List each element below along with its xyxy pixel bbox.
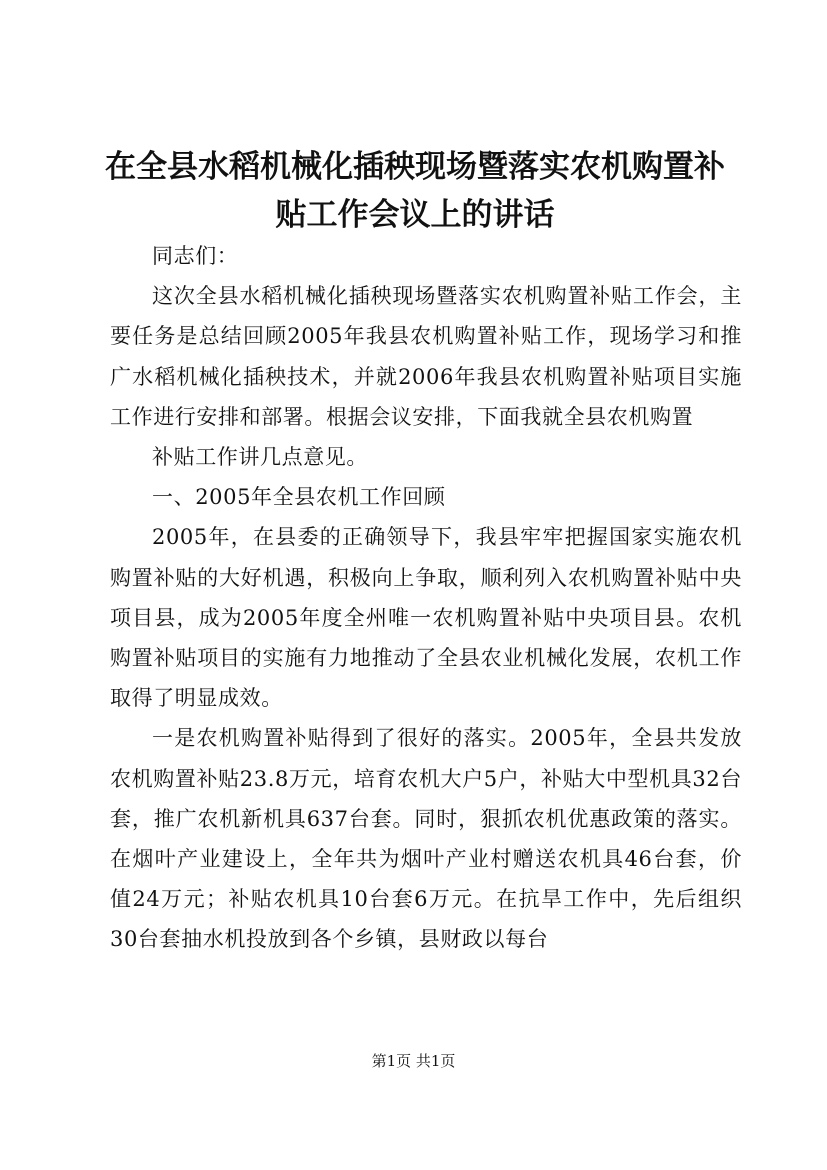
paragraph-review: 2005年，在县委的正确领导下，我县牢牢把握国家实施农机购置补贴的大好机遇，积极向上争取，顺利列入农机购置补贴中央项目县，成为2005年度全州唯一农机购置补贴中央项目县。农机购置补贴项目的实施有力地推动了全县农业机械化发展，农机工作取得了明显成效。: [110, 525, 742, 711]
paragraph-subsidy: 一是农机购置补贴得到了很好的落实。2005年，全县共发放农机购置补贴23.8万元，培育农机大户5户，补贴大中型机具32台套，推广农机新机具637台套。同时，狠抓农机优惠政策的落实。在烟叶产业建设上，全年共为烟叶产业村赠送农机具46台套，价值24万元；补贴农机具10台套6万元。在抗旱工作中，先后组织30台套抽水机投放到各个乡镇，县财政以每台: [110, 726, 742, 952]
page-footer: 第1页 共1页: [371, 1052, 456, 1070]
paragraph-intro: 这次全县水稻机械化插秧现场暨落实农机购置补贴工作会，主要任务是总结回顾2005年我县农机购置补贴工作，现场学习和推广水稻机械化插秧技术，并就2006年我县农机购置补贴项目实施工作进行安排和部署。根据会议安排，下面我就全县农机购置: [110, 284, 742, 429]
document-title: 在全县水稻机械化插秧现场暨落实农机购置补贴工作会议上的讲话: [105, 149, 725, 233]
section-heading-review: 一、2005年全县农机工作回顾: [152, 485, 446, 510]
paragraph-intro-continued: 补贴工作讲几点意见。: [152, 445, 368, 470]
salutation: 同志们：: [152, 244, 239, 268]
document-body: [110, 236, 742, 960]
